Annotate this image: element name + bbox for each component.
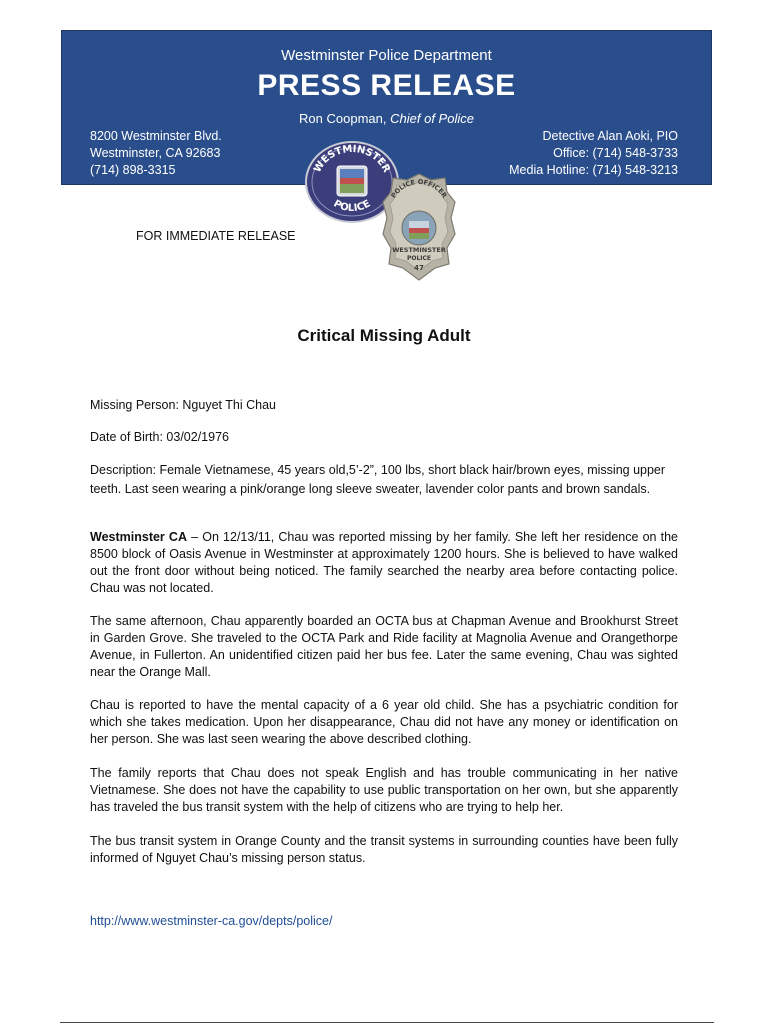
police-website-link[interactable]: http://www.westminster-ca.gov/depts/police/ [90,914,333,928]
chief-name: Ron Coopman, [299,111,387,126]
media-hotline: Media Hotline: (714) 548-3213 [509,163,678,177]
dateline: Westminster CA [90,530,187,544]
headline: Critical Missing Adult [297,326,471,345]
pio-name: Detective Alan Aoki, PIO [542,129,678,143]
immediate-release-label: FOR IMMEDIATE RELEASE [136,229,296,243]
office-phone: Office: (714) 548-3733 [553,146,678,160]
department-address [90,128,222,179]
pio-contact [509,128,678,179]
chief-line [62,111,711,126]
address-phone: (714) 898-3315 [90,163,176,177]
police-badge-logo [381,172,457,282]
paragraph-1-text: – On 12/13/11, Chau was reported missing by her family. She left her residence on the 8500 block of Oasis Avenue in Westminster at approximately 1200 hours. She is believed to have walked out the front door without being noticed. The family searched the nearby area before contacting police. Chau was not located. [90,530,678,595]
badge-number: 47 [414,264,424,272]
body-paragraph-4: The family reports that Chau does not speak English and has trouble communicating in her native Vietnamese. She does not have the capability to use public transportation on her own, but she apparently has traveled the bus transit system with the help of citizens who are trying to help her. [90,766,678,814]
footer-divider [60,1022,714,1023]
badge-sub-text: POLICE [406,255,432,262]
patch-bottom-text: POLICE [331,198,373,215]
missing-person-field: Missing Person: Nguyet Thi Chau [90,398,276,412]
press-release-title: PRESS RELEASE [257,69,516,102]
badge-top-text: POLICE OFFICER [389,177,449,200]
address-line: Westminster, CA 92683 [90,146,221,160]
date-of-birth-field: Date of Birth: 03/02/1976 [90,430,229,444]
body-paragraph-1 [90,529,678,597]
patch-top-text: WESTMINSTER [312,143,392,175]
chief-title: Chief of Police [390,111,474,126]
body-paragraph-5: The bus transit system in Orange County and the transit systems in surrounding counties have been fully informed of Nguyet Chau’s missing person status. [90,834,678,865]
description-field: Description: Female Vietnamese, 45 years old,5’-2”, 100 lbs, short black hair/brown eyes, missing upper teeth. Last seen wearing a pink/orange long sleeve sweater, lavender color pants and brown sandals. [90,463,666,496]
body-paragraph-2: The same afternoon, Chau apparently boarded an OCTA bus at Chapman Avenue and Brookhurst Street in Garden Grove. She traveled to the OCTA Park and Ride facility at Magnolia Avenue and Orangethorpe Avenue, in Fullerton. An unidentified citizen paid her bus fee. Later the same evening, Chau was sighted near the Orange Mall. [90,614,678,679]
address-line: 8200 Westminster Blvd. [90,129,222,143]
badge-city-text: WESTMINSTER [392,246,446,254]
department-name: Westminster Police Department [281,47,492,64]
body-paragraph-3: Chau is reported to have the mental capacity of a 6 year old child. She has a psychiatric condition for which she takes medication. Upon her disappearance, Chau did not have any money or identification on her person. She was last seen wearing the above described clothing. [90,698,678,746]
